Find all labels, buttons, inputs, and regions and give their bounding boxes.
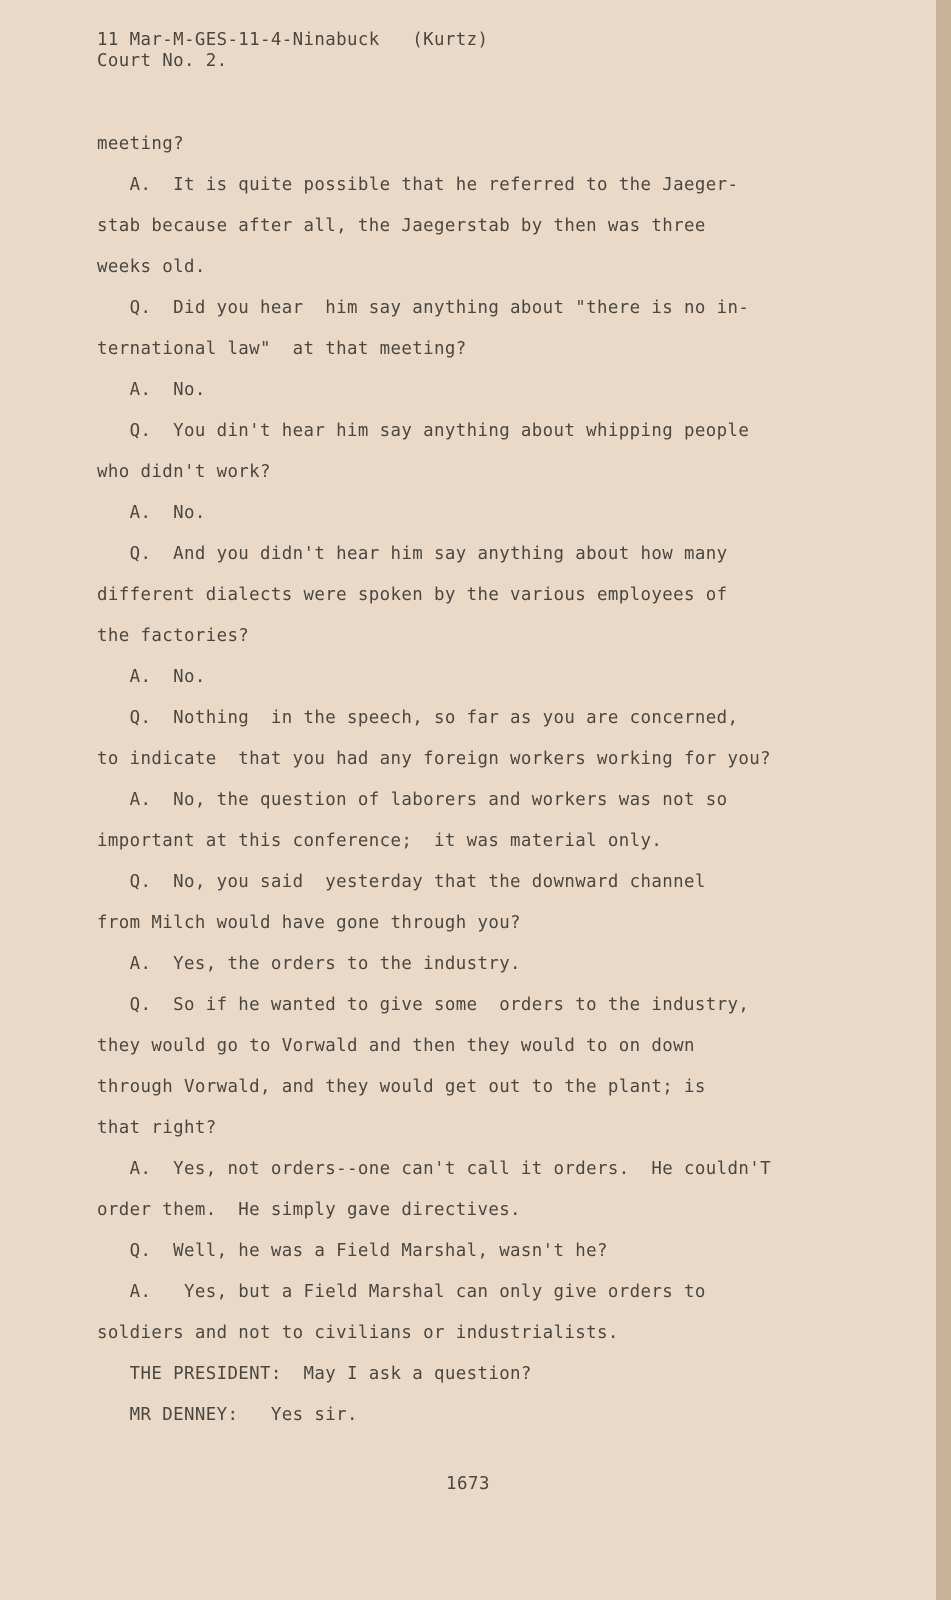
transcript-line: from Milch would have gone through you? bbox=[97, 913, 521, 933]
transcript-line: ternational law" at that meeting? bbox=[97, 339, 467, 359]
transcript-line: A. No, the question of laborers and workers was not so bbox=[97, 790, 728, 810]
transcript-line: important at this conference; it was material only. bbox=[97, 831, 663, 851]
transcript-line: Q. No, you said yesterday that the downward channel bbox=[97, 872, 706, 892]
transcript-line: Q. You din't hear him say anything about whipping people bbox=[97, 421, 750, 441]
transcript-line: A. It is quite possible that he referred to the Jaeger- bbox=[97, 175, 739, 195]
transcript-line: THE PRESIDENT: May I ask a question? bbox=[97, 1364, 532, 1384]
transcript-line: weeks old. bbox=[97, 257, 206, 277]
header-court-line: Court No. 2. bbox=[97, 51, 228, 71]
transcript-line: Q. And you didn't hear him say anything about how many bbox=[97, 544, 728, 564]
transcript-line: who didn't work? bbox=[97, 462, 271, 482]
transcript-line: A. No. bbox=[97, 503, 206, 523]
page-edge bbox=[936, 0, 951, 1600]
transcript-line: MR DENNEY: Yes sir. bbox=[97, 1405, 358, 1425]
transcript-line: soldiers and not to civilians or industrialists. bbox=[97, 1323, 619, 1343]
transcript-line: Q. Well, he was a Field Marshal, wasn't he? bbox=[97, 1241, 608, 1261]
transcript-line: Q. Nothing in the speech, so far as you are concerned, bbox=[97, 708, 739, 728]
transcript-line: stab because after all, the Jaegerstab by then was three bbox=[97, 216, 706, 236]
transcript-line: different dialects were spoken by the various employees of bbox=[97, 585, 728, 605]
transcript-line: they would go to Vorwald and then they would to on down bbox=[97, 1036, 695, 1056]
transcript-line: through Vorwald, and they would get out to the plant; is bbox=[97, 1077, 706, 1097]
transcript-line: Q. Did you hear him say anything about "there is no in- bbox=[97, 298, 750, 318]
transcript-line: that right? bbox=[97, 1118, 217, 1138]
transcript-line: A. Yes, the orders to the industry. bbox=[97, 954, 521, 974]
transcript-line: A. No. bbox=[97, 380, 206, 400]
transcript-body bbox=[97, 133, 897, 1445]
transcript-line: meeting? bbox=[97, 134, 184, 154]
transcript-line: the factories? bbox=[97, 626, 250, 646]
transcript-line: order them. He simply gave directives. bbox=[97, 1200, 521, 1220]
page-number: 1673 bbox=[446, 1474, 490, 1494]
transcript-line: A. Yes, but a Field Marshal can only give orders to bbox=[97, 1282, 706, 1302]
transcript-line: to indicate that you had any foreign workers working for you? bbox=[97, 749, 771, 769]
document-header bbox=[97, 30, 877, 72]
transcript-line: Q. So if he wanted to give some orders to the industry, bbox=[97, 995, 750, 1015]
header-case-line: 11 Mar-M-GES-11-4-Ninabuck (Kurtz) bbox=[97, 30, 489, 50]
transcript-line: A. Yes, not orders--one can't call it orders. He couldn'T bbox=[97, 1159, 771, 1179]
transcript-line: A. No. bbox=[97, 667, 206, 687]
